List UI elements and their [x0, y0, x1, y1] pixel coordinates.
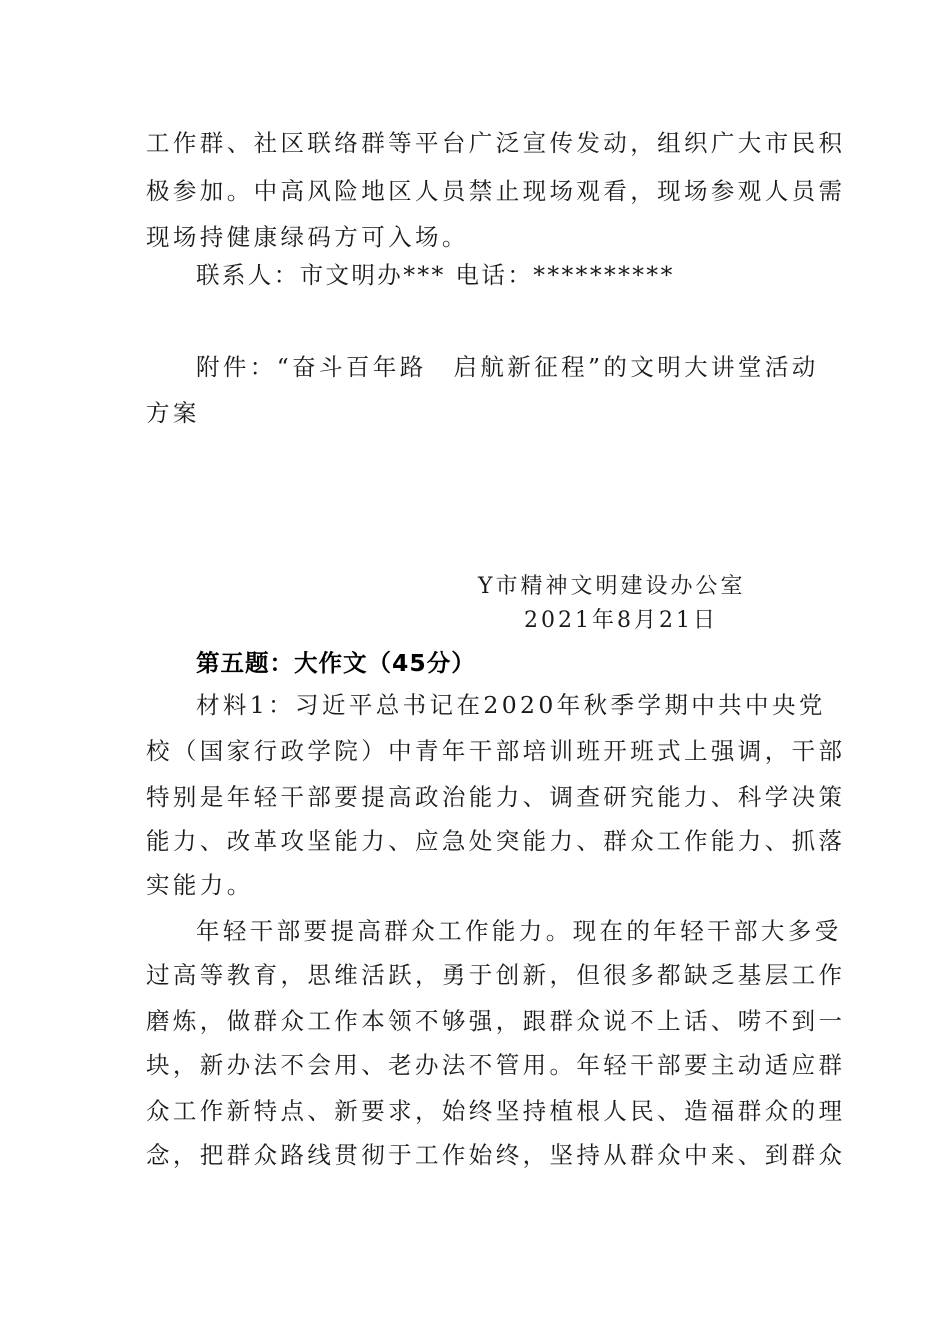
paragraph-line: 块，新办法不会用、老办法不管用。年轻干部要主动适应群 [146, 1051, 846, 1079]
paragraph-line: 念，把群众路线贯彻于工作始终，坚持从群众中来、到群众 [146, 1141, 846, 1169]
notice-body-line: 极参加。中高风险地区人员禁止现场观看，现场参观人员需 [146, 177, 846, 205]
paragraph-line: 过高等教育，思维活跃，勇于创新，但很多都缺乏基层工作 [146, 961, 846, 989]
paragraph-line: 年轻干部要提高群众工作能力。现在的年轻干部大多受 [196, 917, 842, 945]
material-line: 校（国家行政学院）中青年干部培训班开班式上强调，干部 [146, 737, 846, 765]
signature-date: 2021年8月21日 [524, 608, 718, 633]
notice-body-line: 现场持健康绿码方可入场。 [146, 223, 469, 251]
contact-line: 联系人：市文明办*** 电话：********** [196, 261, 675, 289]
material-line: 特别是年轻干部要提高政治能力、调查研究能力、科学决策 [146, 783, 846, 811]
paragraph-line: 磨炼，做群众工作本领不够强，跟群众说不上话、唠不到一 [146, 1007, 846, 1035]
material-line: 材料1：习近平总书记在2020年秋季学期中共中央党 [196, 691, 826, 719]
material-line: 实能力。 [146, 871, 254, 899]
signature-organization: Y市精神文明建设办公室 [478, 574, 746, 599]
attachment-line: 方案 [146, 399, 200, 427]
question-heading: 第五题：大作文（45分） [196, 649, 476, 677]
material-line: 能力、改革攻坚能力、应急处突能力、群众工作能力、抓落 [146, 827, 846, 855]
attachment-line: 附件：“奋斗百年路 启航新征程”的文明大讲堂活动 [196, 353, 819, 381]
paragraph-line: 众工作新特点、新要求，始终坚持植根人民、造福群众的理 [146, 1097, 846, 1125]
notice-body-line: 工作群、社区联络群等平台广泛宣传发动，组织广大市民积 [146, 129, 846, 157]
